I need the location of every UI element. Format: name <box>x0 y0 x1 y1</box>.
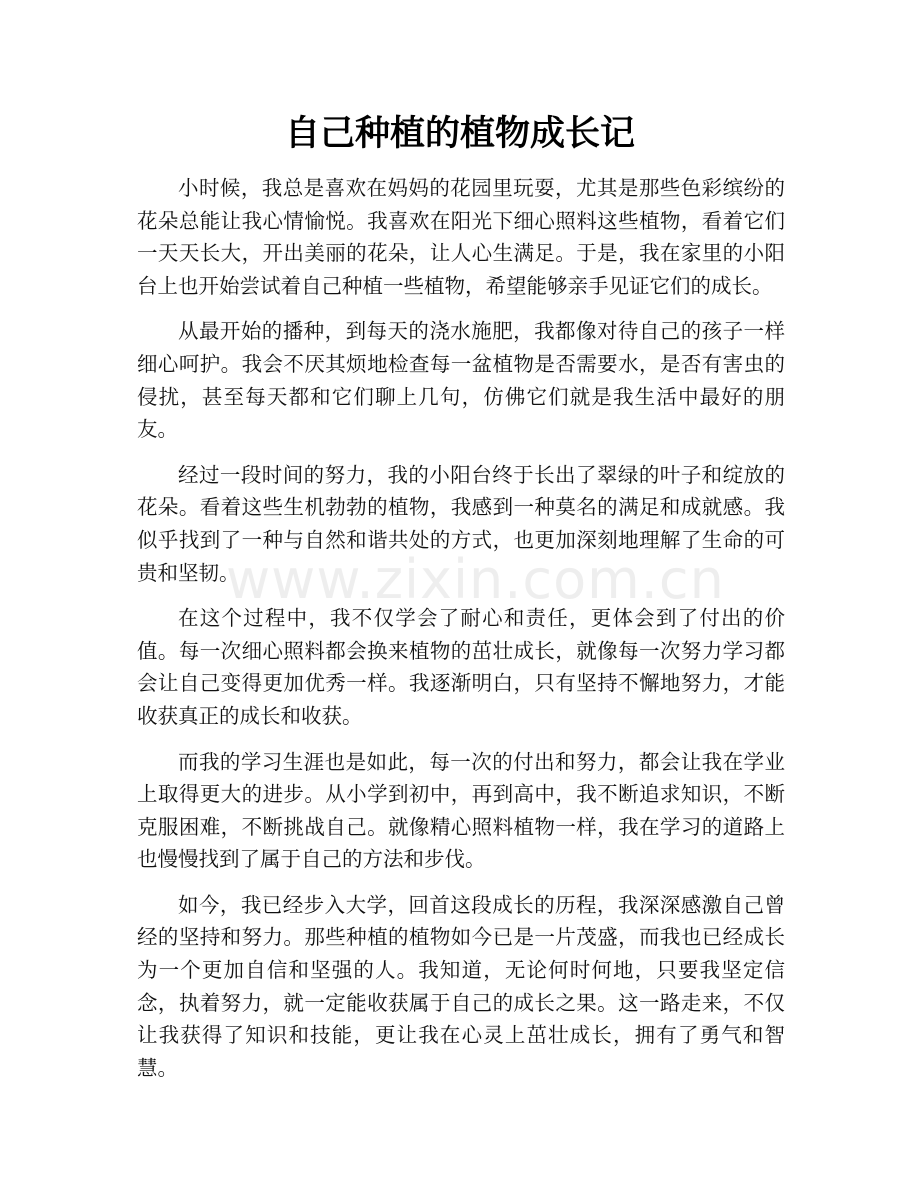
paragraph-6: 如今，我已经步入大学，回首这段成长的历程，我深深感激自己曾经的坚持和努力。那些种植的植物如今已是一片茂盛，而我也已经成长为一个更加自信和坚强的人。我知道，无论何时何地，只要我坚定信念，执着努力，就一定能收获属于自己的成长之果。这一路走来，不仅让我获得了知识和技能，更让我在心灵上茁壮成长，拥有了勇气和智慧。 <box>137 892 785 1080</box>
paragraph-5: 而我的学习生涯也是如此，每一次的付出和努力，都会让我在学业上取得更大的进步。从小学到初中，再到高中，我不断追求知识，不断克服困难，不断挑战自己。就像精心照料植物一样，我在学习的道路上也慢慢找到了属于自己的方法和步伐。 <box>137 749 785 872</box>
paragraph-2: 从最开始的播种，到每天的浇水施肥，我都像对待自己的孩子一样细心呵护。我会不厌其烦地检查每一盆植物是否需要水，是否有害虫的侵扰，甚至每天都和它们聊上几句，仿佛它们就是我生活中最好的朋友。 <box>137 319 785 442</box>
document-title: 自己种植的植物成长记 <box>284 114 635 154</box>
paragraph-3: 经过一段时间的努力，我的小阳台终于长出了翠绿的叶子和绽放的花朵。看着这些生机勃勃的植物，我感到一种莫名的满足和成就感。我似乎找到了一种与自然和谐共处的方式，也更加深刻地理解了生命的可贵和坚韧。 <box>137 462 785 585</box>
document-body <box>137 172 785 1097</box>
paragraph-1: 小时候，我总是喜欢在妈妈的花园里玩耍，尤其是那些色彩缤纷的花朵总能让我心情愉悦。我喜欢在阳光下细心照料这些植物，看着它们一天天长大，开出美丽的花朵，让人心生满足。于是，我在家里的小阳台上也开始尝试着自己种植一些植物，希望能够亲手见证它们的成长。 <box>137 176 785 298</box>
watermark-text: www.zixin.com.cn <box>226 548 725 611</box>
paragraph-4: 在这个过程中，我不仅学会了耐心和责任，更体会到了付出的价值。每一次细心照料都会换来植物的茁壮成长，就像每一次努力学习都会让自己变得更加优秀一样。我逐渐明白，只有坚持不懈地努力，才能收获真正的成长和收获。 <box>137 606 785 728</box>
